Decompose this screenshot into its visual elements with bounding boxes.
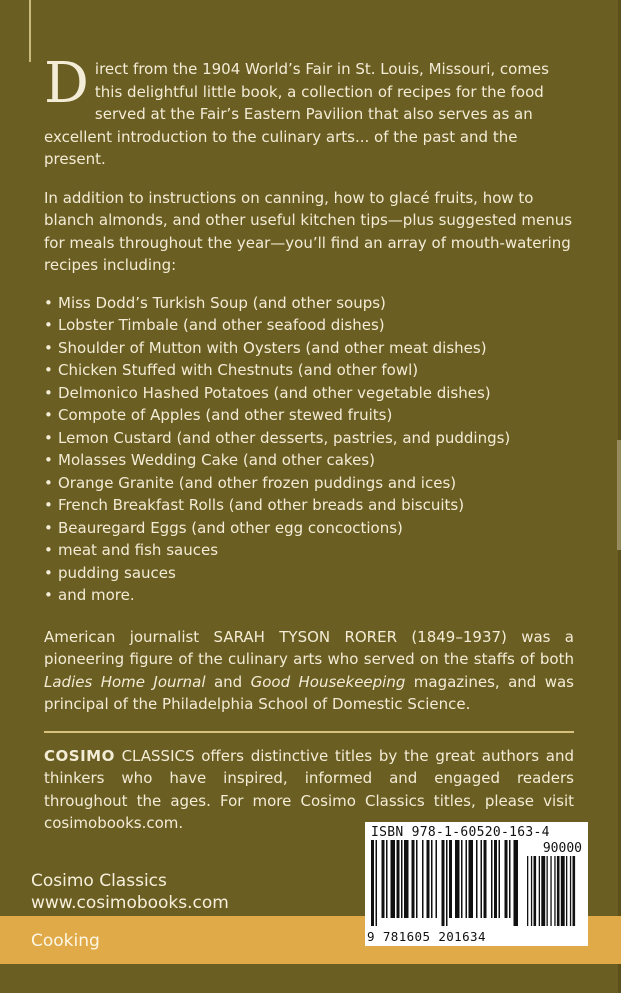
classics-blurb: [44, 745, 574, 835]
description-paragraph: In addition to instructions on canning, how to glacé fruits, how to blanch almonds, and other useful kitchen tips—plus suggested menus for meals throughout the year—you’ll find an array of mouth-watering recipes including:: [44, 188, 573, 274]
recipe-label: Lemon Custard (and other desserts, pastries, and puddings): [58, 428, 511, 447]
recipe-label: Delmonico Hashed Potatoes (and other vegetable dishes): [58, 383, 491, 402]
author-text: magazines, and was principal of the Philadelphia School of Domestic Science.: [44, 672, 574, 713]
list-item: [44, 539, 574, 562]
bullet-icon: •: [44, 428, 53, 447]
recipe-label: Shoulder of Mutton with Oysters (and other meat dishes): [58, 338, 487, 357]
bullet-icon: •: [44, 383, 53, 402]
classics-text: CLASSICS offers distinctive titles by the great authors and thinkers who have inspired, informed and engaged readers throughout the ages. For more Cosimo Classics titles, please visit cosimobooks.com.: [44, 746, 574, 832]
list-item: [44, 427, 574, 450]
publisher-name: Cosimo Classics: [31, 871, 167, 891]
recipe-label: meat and fish sauces: [58, 541, 219, 559]
bullet-icon: •: [44, 586, 53, 604]
isbn-number: ISBN 978-1-60520-163-4: [371, 825, 550, 840]
bullet-icon: •: [44, 361, 53, 379]
isbn-barcode: [365, 822, 588, 946]
recipe-label: Molasses Wedding Cake (and other cakes): [58, 451, 375, 469]
section-divider: [44, 731, 574, 733]
recipe-label: Compote of Apples (and other stewed fruits): [58, 406, 393, 424]
recipe-label: Chicken Stuffed with Chestnuts (and other fowl): [58, 361, 419, 379]
bullet-icon: •: [44, 541, 53, 559]
recipe-list: [44, 292, 574, 607]
bullet-icon: •: [44, 563, 53, 582]
recipe-label: pudding sauces: [58, 563, 176, 582]
recipe-label: Lobster Timbale (and other seafood dishes): [58, 316, 385, 334]
list-item: [44, 337, 574, 360]
price-code: 90000: [542, 841, 582, 856]
bullet-icon: •: [44, 451, 53, 469]
recipe-label: Beauregard Eggs (and other egg concoctions): [58, 518, 403, 537]
bullet-icon: •: [44, 473, 53, 492]
conjunction-text: and: [205, 672, 251, 691]
list-item: [44, 449, 574, 472]
bullet-icon: •: [44, 518, 53, 537]
publisher-url: www.cosimobooks.com: [31, 893, 229, 913]
bullet-icon: •: [44, 293, 53, 312]
author-text: American journalist SARAH TYSON RORER (1849–1937) was a pioneering figure of the culinary arts who served on the staffs of both: [44, 627, 574, 668]
bullet-icon: •: [44, 338, 53, 357]
recipe-label: Miss Dodd’s Turkish Soup (and other soups): [58, 293, 386, 312]
right-edge-accent: [617, 440, 621, 550]
bullet-icon: •: [44, 316, 53, 334]
list-item: [44, 562, 574, 585]
list-item: [44, 292, 574, 315]
author-bio: [44, 626, 574, 716]
category-label: Cooking: [31, 931, 100, 951]
list-item: [44, 517, 574, 540]
barcode-digits: 9 781605 201634: [367, 929, 486, 944]
list-item: [44, 584, 574, 607]
recipe-label: and more.: [58, 586, 135, 604]
list-item: [44, 359, 574, 382]
recipe-label: French Breakfast Rolls (and other breads and biscuits): [58, 496, 465, 514]
recipe-label: Orange Granite (and other frozen puddings and ices): [58, 473, 457, 492]
brand-wordmark: COSIMO: [44, 746, 115, 765]
list-item: [44, 494, 574, 517]
list-item: [44, 382, 574, 405]
top-left-rule: [29, 0, 31, 62]
list-item: [44, 314, 574, 337]
list-item: [44, 404, 574, 427]
bullet-icon: •: [44, 406, 53, 424]
list-item: [44, 472, 574, 495]
drop-cap: D: [44, 51, 89, 116]
intro-text: irect from the 1904 World’s Fair in St. Louis, Missouri, comes this delightful little book, a collection of recipes for the food served at the Fair’s Eastern Pavilion that also serves as an excellent introduction to the culinary arts... of the past and the present.: [44, 60, 549, 168]
back-cover-text: [44, 51, 574, 850]
intro-paragraph: [44, 51, 574, 171]
magazine-title: Good Housekeeping: [250, 672, 406, 691]
magazine-title: Ladies Home Journal: [44, 672, 206, 691]
bullet-icon: •: [44, 496, 53, 514]
